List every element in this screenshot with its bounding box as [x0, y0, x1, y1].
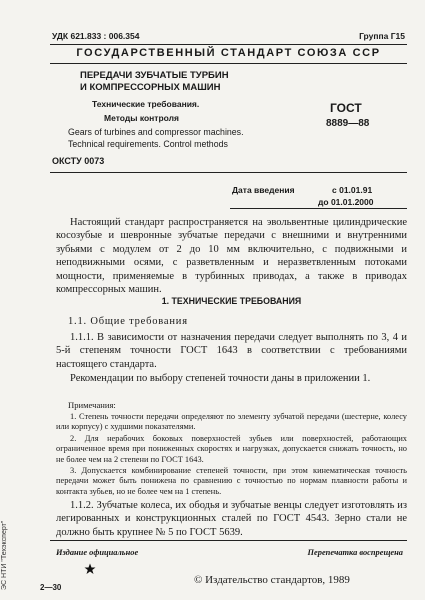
title-line-2: И КОМПРЕССОРНЫХ МАШИН: [80, 82, 221, 93]
notes-title: Примечания:: [68, 400, 116, 410]
recommendation-paragraph: Рекомендации по выбору степеней точности даны в приложении 1.: [70, 373, 371, 384]
title-line-1: ПЕРЕДАЧИ ЗУБЧАТЫЕ ТУРБИН: [80, 70, 229, 81]
note-1: 1. Степень точности передачи определяют по элементу зубчатой передачи (шестерне, колесу или корпусу) с худшими показателями.: [56, 412, 407, 432]
title-english-1: Gears of turbines and compressor machines.: [68, 127, 244, 137]
title-separator-rule: [50, 172, 407, 173]
date-label: Дата введения: [232, 185, 295, 195]
clause-1-1-1: 1.1.1. В зависимости от назначения передачи следует выполнять по 3, 4 и 5-й степеням точности ГОСТ 1643 в соответствии с требованиями настоящего стандарта.: [56, 332, 407, 370]
side-stamp-text: ЭС НТИ "Техэксперт": [1, 520, 8, 590]
gost-label: ГОСТ: [330, 101, 362, 115]
group-code: Группа Г15: [359, 31, 405, 41]
note-2: 2. Для нерабочих боковых поверхностей зубьев или поверхностей, работающих ограниченное время при пониженных скоростях и нагрузках, допускается снижать точность, но не более чем на 2 степени по ГОСТ 1643.: [56, 434, 407, 464]
official-edition-label: Издание официальное: [56, 548, 139, 557]
okstu-code: ОКСТУ 0073: [52, 156, 105, 166]
copyright-line: © Издательство стандартов, 1989: [194, 574, 350, 586]
subsection-heading: 1.1. Общие требования: [68, 316, 188, 327]
gost-number: 8889—88: [326, 118, 370, 129]
note-3: 3. Допускается комбинирование степеней точности, при этом кинематическая точность передачи может быть понижена по сравнению с точностью по нормам плавности работы и контакта зубьев, но не более чем на 1 степень.: [56, 466, 407, 496]
subtitle-line-2: Методы контроля: [104, 113, 180, 123]
subtitle-line-1: Технические требования.: [92, 99, 200, 109]
star-icon: [84, 562, 96, 574]
header-rule-bottom: [50, 63, 407, 64]
title-english-2: Technical requirements. Control methods: [68, 139, 228, 149]
reprint-prohibited-label: Перепечатка воспрещена: [307, 548, 403, 557]
intro-paragraph: Настоящий стандарт распространяется на эвольвентные цилиндрические косозубые и шевронные зубчатые передачи с внешними и внутренними зубьями с модулем от 2 до 10 мм включительно, с подвижными и неподвижными осями, с разветвленным и неразветвленным потоками мощности, применяемые в турбинных приводах, а также в приводах компрессорных машин.: [56, 217, 407, 296]
date-rule: [230, 208, 407, 209]
udk-code: УДК 621.833 : 006.354: [52, 31, 140, 41]
date-from: с 01.01.91: [332, 185, 373, 195]
section-1-heading: 1. ТЕХНИЧЕСКИЕ ТРЕБОВАНИЯ: [161, 296, 302, 306]
side-stamp: [1, 470, 11, 590]
state-standard-banner: ГОСУДАРСТВЕННЫЙ СТАНДАРТ СОЮЗА ССР: [76, 47, 381, 59]
clause-1-1-2: 1.1.2. Зубчатые колеса, их ободья и зубчатые венцы следует изготовлять из легированных и конструкционных сталей по ГОСТ 4543. Зерно стали не должно быть крупнее № 5 по ГОСТ 5639.: [56, 500, 407, 538]
page-code: 2—30: [40, 583, 62, 592]
footer-rule: [50, 540, 407, 541]
header-rule-top: [50, 44, 407, 45]
date-to: до 01.01.2000: [318, 197, 374, 207]
